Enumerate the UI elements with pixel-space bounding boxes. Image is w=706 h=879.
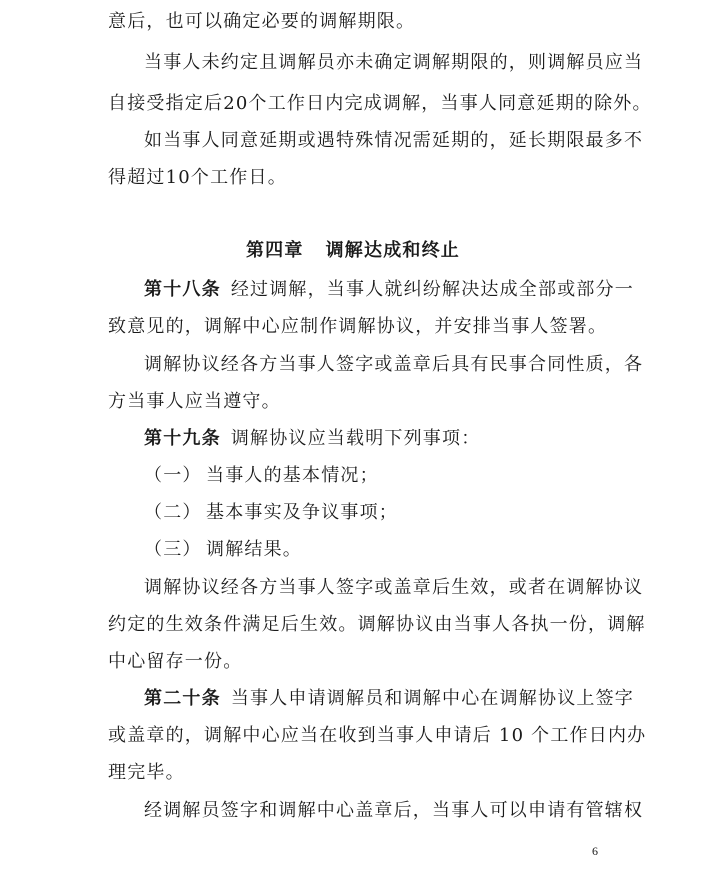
list-item-text: 基本事实及争议事项； [206, 502, 398, 523]
text-line: 自接受指定后20个工作日内完成调解，当事人同意延期的除外。 [108, 93, 652, 114]
list-item [0, 464, 706, 488]
list-item-number: （二） [144, 502, 202, 523]
text-line: 调解协议经各方当事人签字或盖章后生效，或者在调解协议 [144, 577, 644, 598]
text-line: 方当事人应当遵守。 [108, 391, 281, 412]
text-line: 致意见的，调解中心应制作调解协议，并安排当事人签署。 [108, 316, 608, 337]
article-20-line [0, 687, 706, 711]
chapter-title: 调解达成和终止 [325, 240, 460, 261]
article-number: 第十九条 [144, 428, 221, 449]
text-line: 约定的生效条件满足后生效。调解协议由当事人各执一份，调解 [108, 614, 646, 635]
chapter-heading [0, 239, 706, 263]
text-line: 当事人未约定且调解员亦未确定调解期限的，则调解员应当 [144, 52, 644, 73]
article-text: 当事人申请调解员和调解中心在调解协议上签字 [230, 688, 635, 709]
list-item-number: （三） [144, 539, 202, 560]
text-line: 如当事人同意延期或遇特殊情况需延期的，延长期限最多不 [144, 130, 644, 151]
chapter-number: 第四章 [245, 240, 304, 261]
list-item [0, 538, 706, 562]
text-line: 经调解员签字和调解中心盖章后，当事人可以申请有管辖权 [144, 800, 644, 821]
text-line: 意后，也可以确定必要的调解期限。 [108, 11, 416, 32]
article-number: 第二十条 [144, 688, 221, 709]
text-line: 或盖章的，调解中心应当在收到当事人申请后 10 个工作日内办 [108, 725, 647, 746]
list-item-text: 当事人的基本情况； [206, 465, 379, 486]
list-item [0, 501, 706, 525]
article-18-line [0, 278, 706, 302]
list-item-text: 调解结果。 [206, 539, 302, 560]
article-19-line [0, 427, 706, 451]
article-number: 第十八条 [144, 279, 221, 300]
list-item-number: （一） [144, 465, 202, 486]
article-text: 经过调解，当事人就纠纷解决达成全部或部分一 [230, 279, 635, 300]
page-number: 6 [592, 844, 598, 858]
text-line: 理完毕。 [108, 762, 185, 783]
article-text: 调解协议应当载明下列事项： [230, 428, 481, 449]
text-line: 得超过10个工作日。 [108, 167, 287, 188]
text-line: 调解协议经各方当事人签字或盖章后具有民事合同性质，各 [144, 354, 644, 375]
text-line: 中心留存一份。 [108, 651, 243, 672]
